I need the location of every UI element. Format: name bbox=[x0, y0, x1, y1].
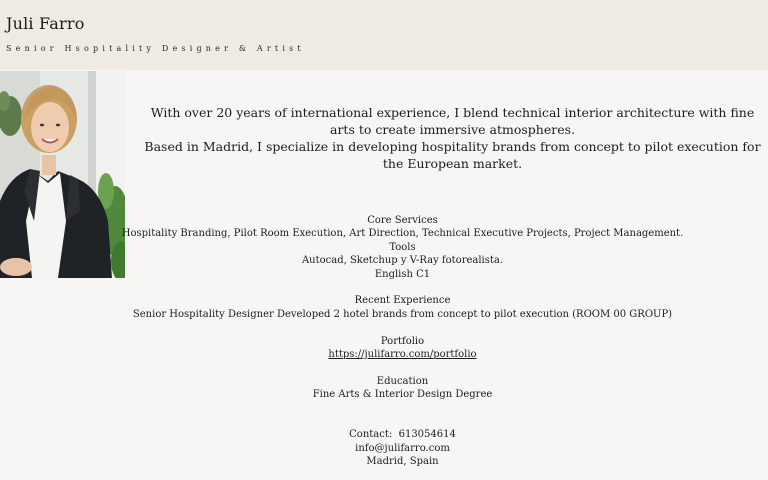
contact-location: Madrid, Spain bbox=[366, 456, 439, 468]
core-services-heading: Core Services bbox=[367, 215, 438, 226]
core-services-text: Hospitality Branding, Pilot Room Execution, Art Direction, Technical Executive Projects, Project Management. bbox=[121, 228, 684, 240]
spacer bbox=[120, 281, 685, 294]
spacer bbox=[120, 402, 685, 415]
tools-text: Autocad, Sketchup y V-Ray fotorealista. bbox=[301, 255, 504, 267]
site-header bbox=[0, 0, 768, 70]
experience-heading: Recent Experience bbox=[354, 295, 451, 307]
contact-phone: 613054614 bbox=[398, 429, 456, 441]
spacer bbox=[120, 415, 685, 428]
language-text: English C1 bbox=[374, 268, 431, 280]
education-heading: Education bbox=[376, 375, 429, 387]
spacer bbox=[120, 321, 685, 334]
contact-line bbox=[120, 428, 685, 441]
contact-label: Contact: bbox=[349, 429, 393, 441]
info-section bbox=[120, 214, 685, 469]
site-subtitle: Senior Hsopitality Designer & Artist bbox=[6, 44, 305, 53]
intro-paragraph-1: With over 20 years of international experience, I blend technical interior architecture with fine arts to create immersive atmospheres. bbox=[150, 105, 755, 137]
spacer bbox=[120, 361, 685, 374]
experience-text: Senior Hospitality Designer Developed 2 hotel brands from concept to pilot execution (ROOM 00 GROUP) bbox=[132, 308, 673, 320]
education-text: Fine Arts & Interior Design Degree bbox=[312, 389, 493, 401]
contact-email: info@julifarro.com bbox=[355, 442, 450, 454]
site-title[interactable]: Juli Farro bbox=[6, 14, 85, 33]
profile-photo bbox=[0, 71, 125, 278]
tools-heading: Tools bbox=[389, 241, 416, 253]
portfolio-heading: Portfolio bbox=[380, 335, 425, 347]
intro-paragraph-2: Based in Madrid, I specialize in developing hospitality brands from concept to pilot execution for the European market. bbox=[144, 139, 761, 171]
intro-text bbox=[140, 104, 765, 172]
portfolio-link-wrapper bbox=[120, 348, 685, 361]
portfolio-link[interactable]: https://julifarro.com/portfolio bbox=[328, 349, 477, 361]
